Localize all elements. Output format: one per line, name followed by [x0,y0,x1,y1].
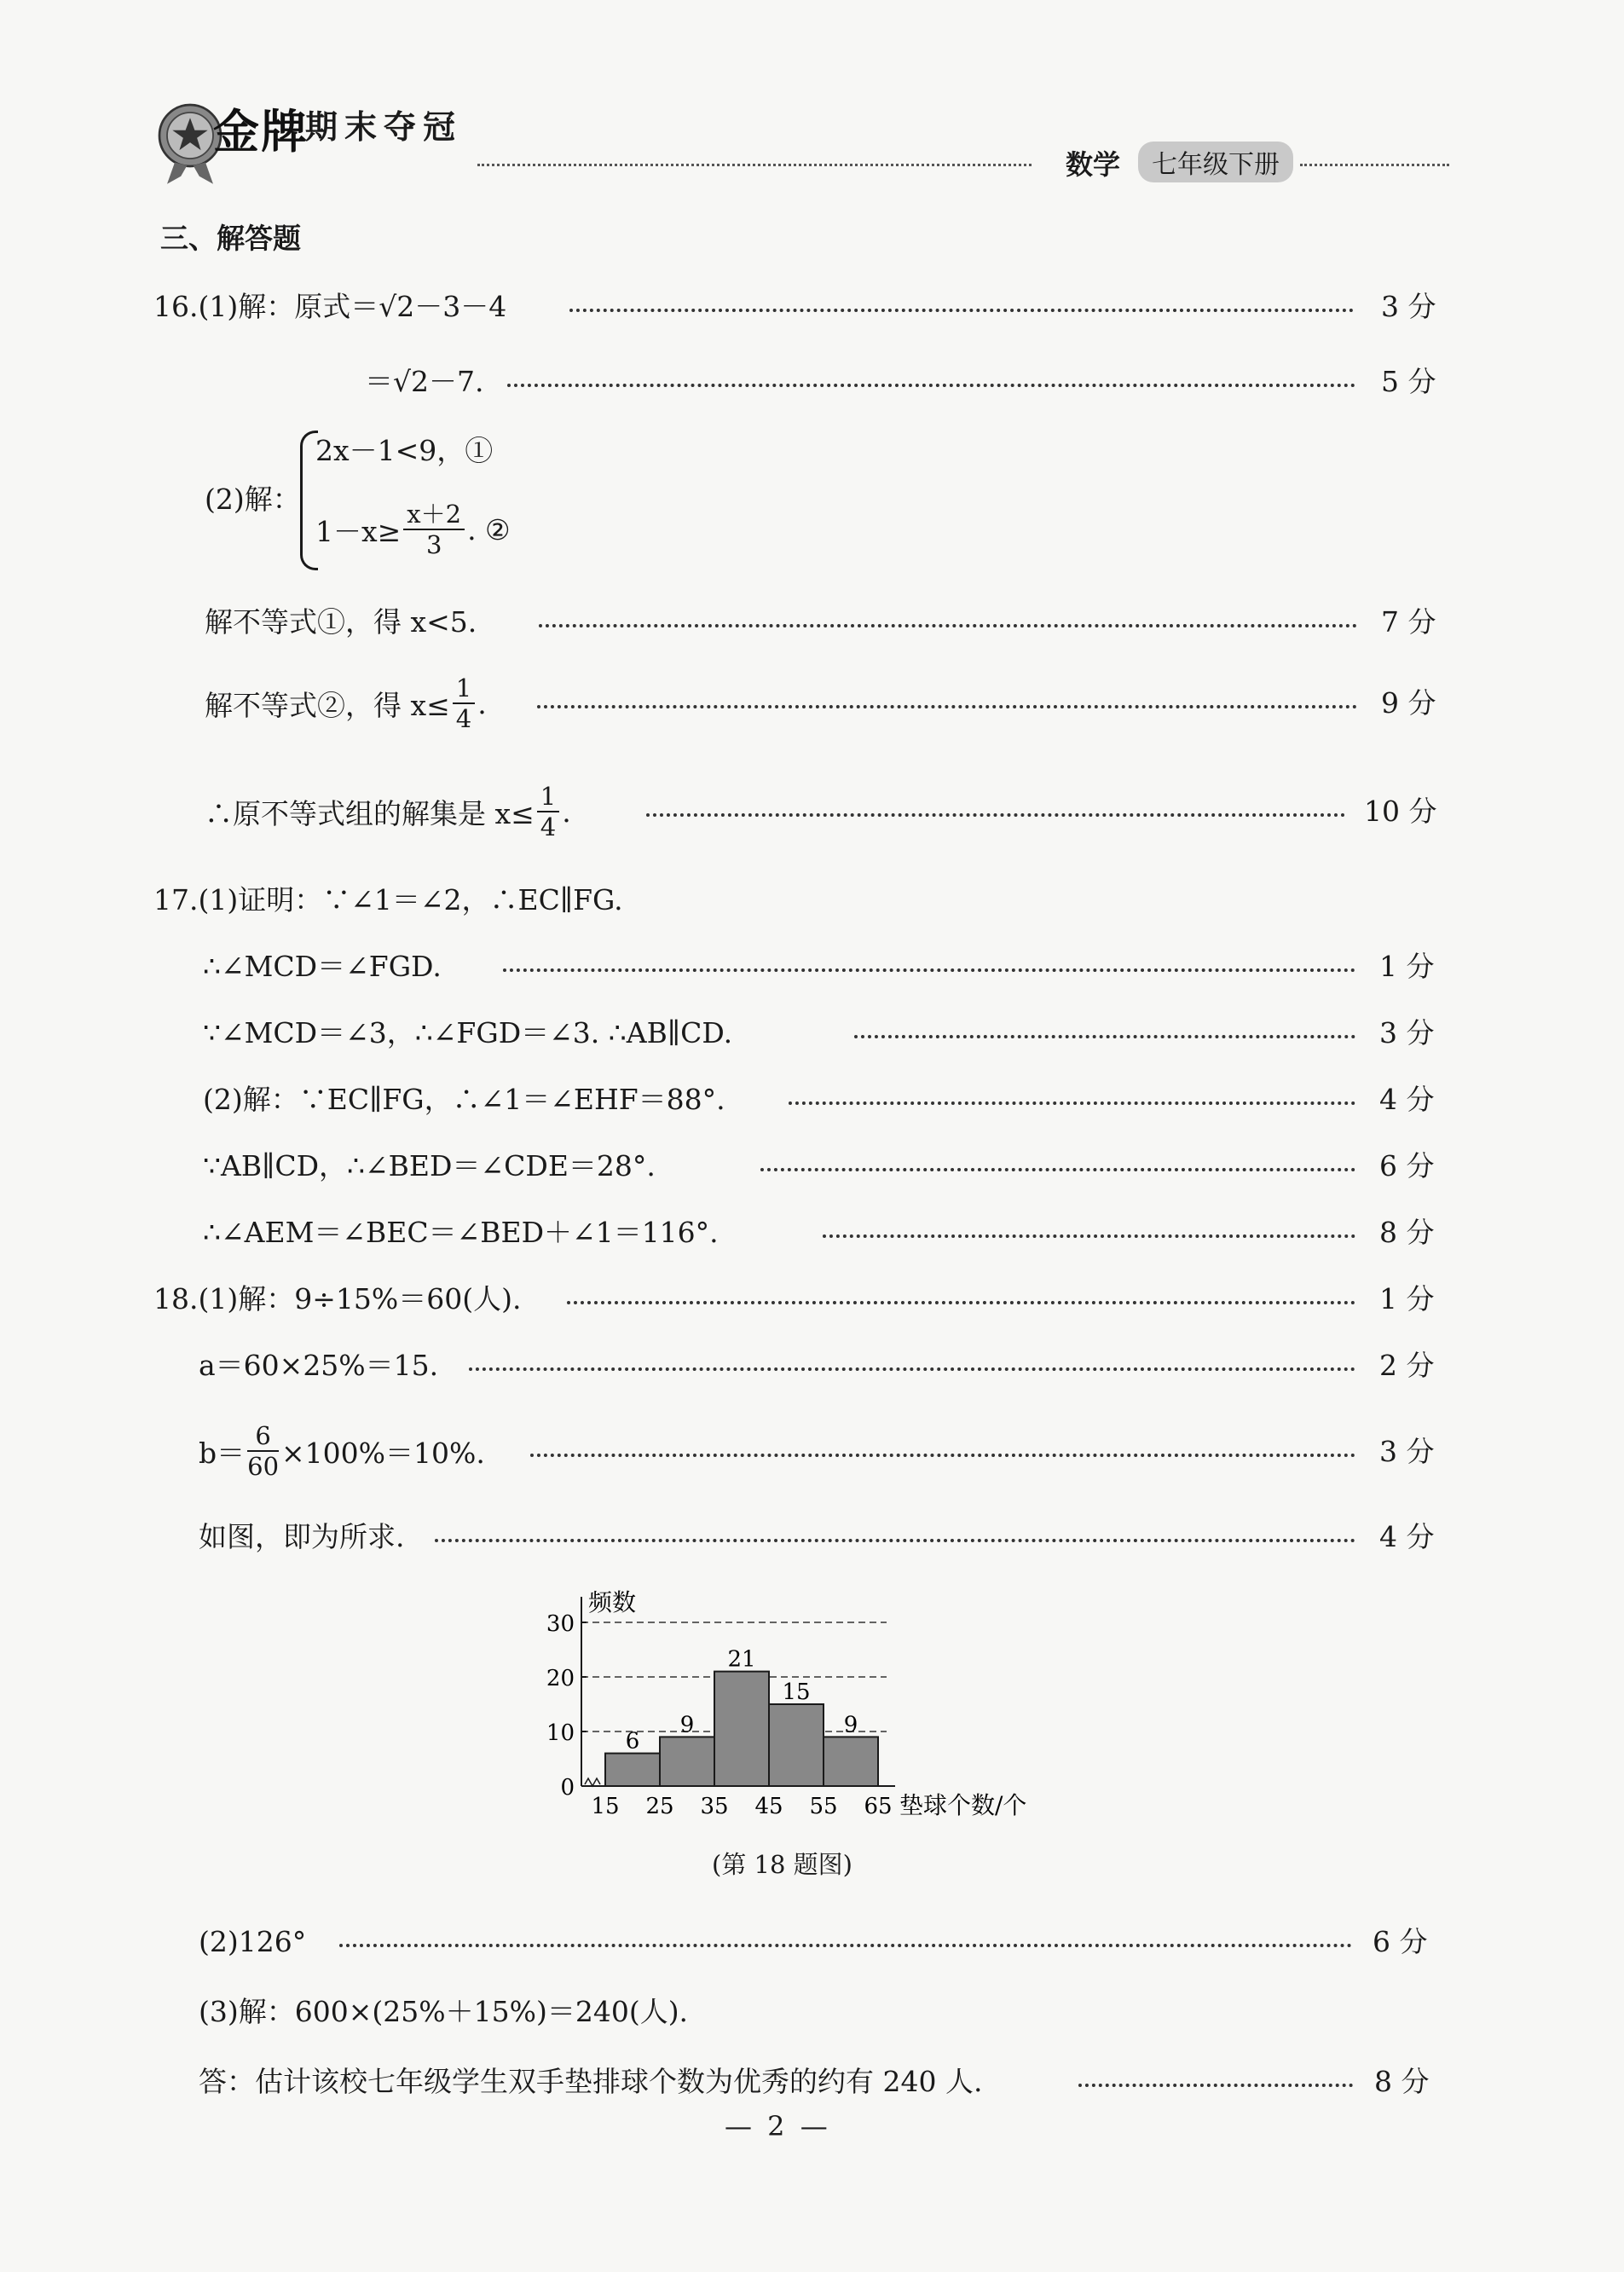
series-name: 期末夺冠 [305,107,463,146]
grade-badge: 七年级下册 [1138,142,1293,182]
answer-line: 解不等式①，得 x<5. 7 分 [0,597,1624,648]
answer-line: ∴∠MCD＝∠FGD. 1 分 [0,941,1624,992]
bar-value-label: 21 [727,1646,756,1673]
score: 3 分 [1381,290,1436,323]
answer-line-frac: 解不等式②，得 x≤ $\frac{1}{4}$ . [205,674,487,733]
answer-line: 18.(1)解：9÷15%＝60(人). 1 分 [0,1274,1624,1325]
score: 10 分 [1364,795,1437,828]
bar-value-label: 15 [782,1679,811,1705]
y-tick-label: 10 [546,1720,575,1746]
header-rule-right [1300,164,1449,166]
score: 3 分 [1379,1435,1435,1468]
section-title: 三、解答题 [160,222,301,255]
y-tick-label: 0 [560,1775,575,1801]
score: 6 分 [1379,1149,1435,1182]
score: 4 分 [1379,1520,1435,1553]
answer-line: ∵AB∥CD，∴∠BED＝∠CDE＝28°. 6 分 [0,1141,1624,1192]
score: 8 分 [1374,2065,1430,2098]
answer-line: ＝√2－7. 5 分 [0,356,1624,408]
histogram-bar [769,1704,824,1786]
x-tick-label: 55 [809,1794,838,1819]
figure-caption: (第 18 题图) [712,1850,852,1879]
answer-line-frac: ∴原不等式组的解集是 x≤ $\frac{1}{4}$ . [205,782,571,841]
x-tick-label: 35 [700,1794,729,1819]
score: 9 分 [1381,686,1436,720]
x-tick-label: 45 [754,1794,783,1819]
system-label: (2)解： [205,483,301,516]
bar-value-label: 9 [679,1712,695,1738]
fraction: $\frac{1}{4}$ [453,674,475,733]
answer-line: 17.(1)证明：∵∠1＝∠2，∴EC∥FG. [153,883,623,916]
axis-break [585,1778,600,1786]
header-rule [477,164,1032,166]
brand-name: 金牌 [213,105,309,159]
answer-line: ∴∠AEM＝∠BEC＝∠BED＋∠1＝116°. 8 分 [0,1207,1624,1258]
x-tick-label: 15 [591,1794,620,1819]
answer-line-frac: b＝ $\frac{6}{60}$ ×100%＝10%. [199,1421,485,1481]
answer-line: (2)解：∵EC∥FG，∴∠1＝∠EHF＝88°. 4 分 [0,1074,1624,1125]
page-number: — 2 — [725,2110,831,2142]
score: 2 分 [1379,1349,1435,1382]
answer-line: ∵∠MCD＝∠3，∴∠FGD＝∠3. ∴AB∥CD. 3 分 [0,1008,1624,1059]
bar-value-label: 6 [625,1728,640,1755]
answer-line: 答：估计该校七年级学生双手垫排球个数为优秀的约有 240 人. 8 分 [0,2056,1624,2107]
score: 6 分 [1373,1925,1428,1958]
score: 5 分 [1381,365,1436,398]
inequality-2: 1－x≥ $\frac{x+2}{3}$ . ② [315,500,511,559]
histogram-bar [824,1737,878,1786]
fraction: $\frac{1}{4}$ [537,782,559,841]
histogram-bar [605,1754,660,1786]
answer-line: a＝60×25%＝15. 2 分 [0,1340,1624,1391]
score: 1 分 [1379,950,1435,983]
y-tick-label: 20 [546,1666,575,1691]
subject-label: 数学 [1066,148,1121,181]
y-axis-label: 频数 [588,1588,637,1616]
inequality-1: 2x－1<9，① [315,434,494,467]
y-tick-label: 30 [546,1611,575,1637]
fraction: $\frac{x+2}{3}$ [403,500,465,559]
answer-line: (2)126° 6 分 [0,1916,1624,1968]
score: 4 分 [1379,1083,1435,1116]
histogram-bar [714,1672,769,1786]
x-axis-label: 垫球个数/个 [899,1791,1027,1819]
score: 1 分 [1379,1282,1435,1315]
score: 8 分 [1379,1216,1435,1249]
x-tick-label: 65 [864,1794,893,1819]
answer-line: 如图，即为所求. 4 分 [0,1512,1624,1563]
histogram-bar [660,1737,714,1786]
fraction: $\frac{6}{60}$ [247,1421,280,1481]
x-tick-label: 25 [645,1794,674,1819]
histogram-chart [529,1581,1057,1829]
score: 7 分 [1381,605,1436,639]
score: 3 分 [1379,1016,1435,1049]
bar-value-label: 9 [843,1712,858,1738]
answer-line: 16.(1)解：原式＝√2－3－4 3 分 [0,281,1624,332]
answer-line: (3)解：600×(25%＋15%)＝240(人). [199,1995,689,2028]
